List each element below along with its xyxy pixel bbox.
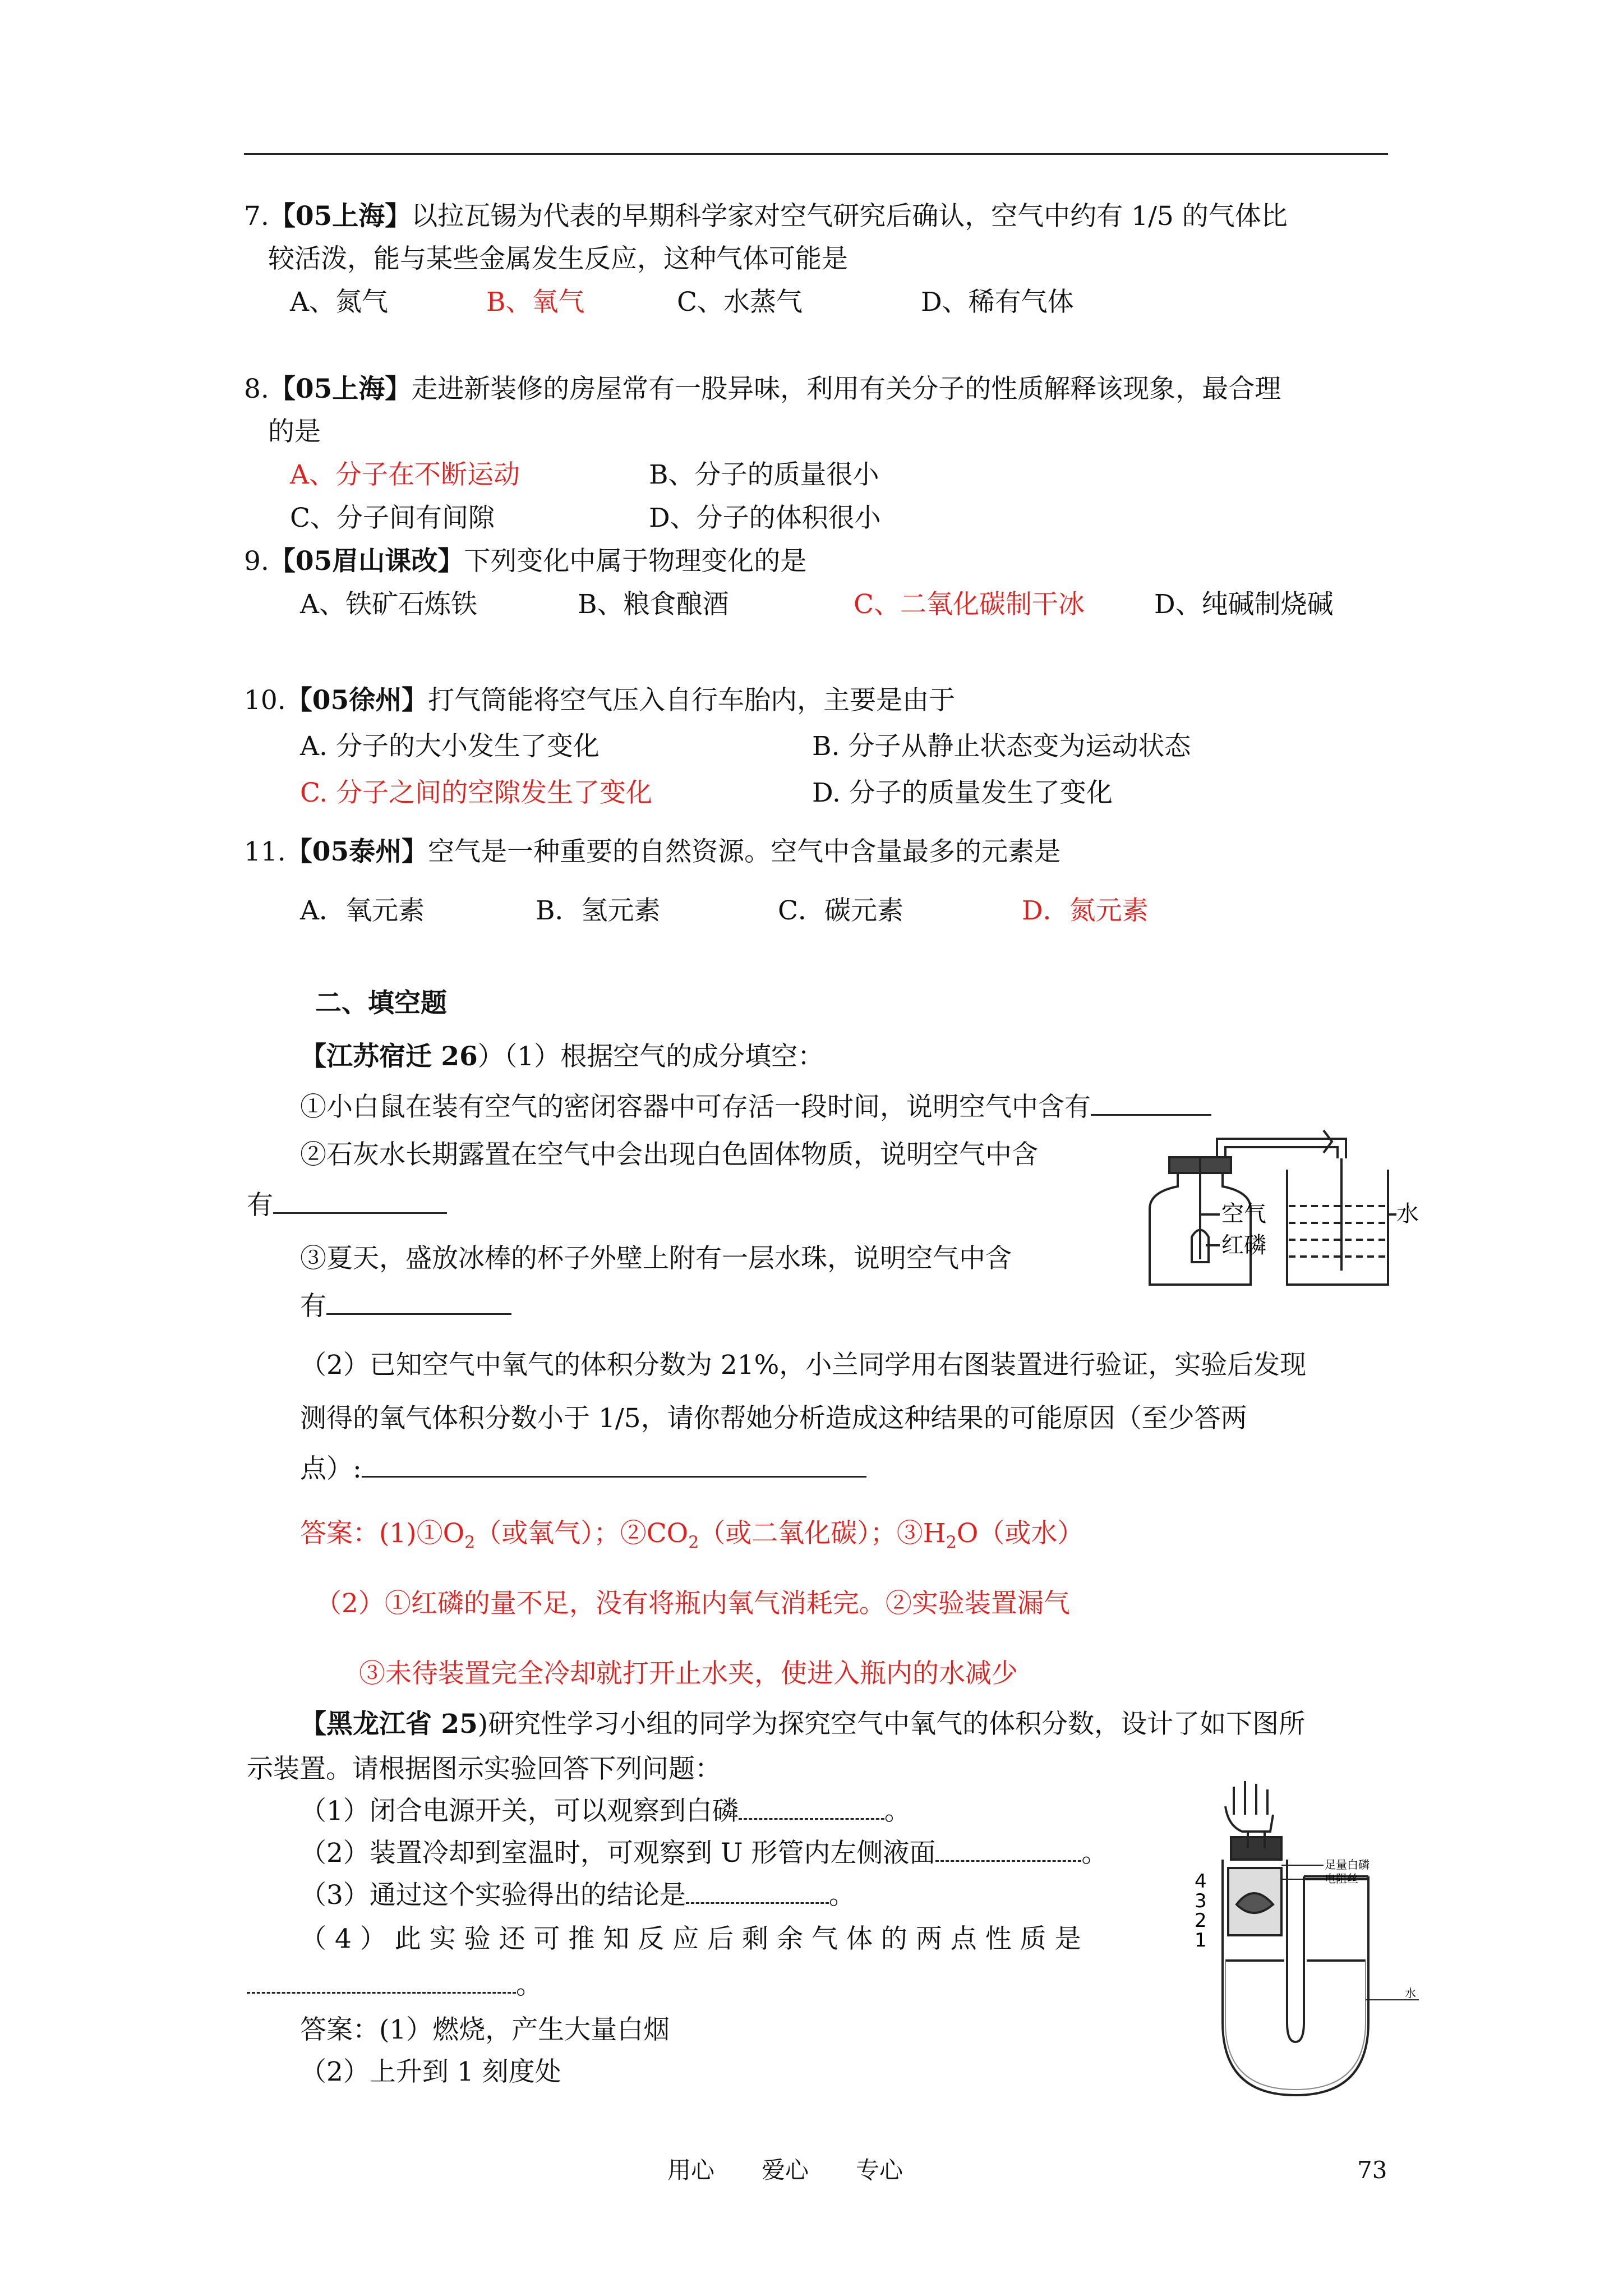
q7-line2: 较活泼，能与某些金属发生反应，这种气体可能是 bbox=[268, 243, 848, 274]
js-p2a: （2）已知空气中氧气的体积分数为 21%，小兰同学用右图装置进行验证，实验后发现 bbox=[300, 1350, 1307, 1381]
q8-line1: 8.【05上海】走进新装修的房屋常有一股异味，利用有关分子的性质解释该现象，最合理 bbox=[244, 374, 1281, 404]
page-number: 73 bbox=[1357, 2156, 1387, 2184]
figure-label-white-phosphorus: 足量白磷 bbox=[1325, 1858, 1370, 1871]
figure-label-water: 水 bbox=[1405, 1986, 1416, 2000]
js-s2b: 有 bbox=[247, 1189, 447, 1222]
js-s1: ①小白鼠在装有空气的密闭容器中可存活一段时间，说明空气中含有 bbox=[300, 1091, 1211, 1124]
q11-line1: 11.【05泰州】空气是一种重要的自然资源。空气中含量最多的元素是 bbox=[244, 836, 1061, 867]
red-phosphorus-apparatus-figure bbox=[1138, 1125, 1419, 1290]
js-s3b: 有 bbox=[300, 1290, 511, 1323]
q7-option-b[interactable]: B、氧气 bbox=[486, 287, 585, 318]
js-intro: 【江苏宿迁 26）（1）根据空气的成分填空： bbox=[300, 1041, 824, 1072]
q9-option-b[interactable]: B、粮食酿酒 bbox=[578, 589, 729, 620]
u-tube-apparatus-figure bbox=[1183, 1775, 1424, 2112]
q10-option-d[interactable]: D. 分子的质量发生了变化 bbox=[812, 777, 1113, 808]
q9-option-d[interactable]: D、纯碱制烧碱 bbox=[1154, 589, 1334, 620]
hlj-q3: （3）通过这个实验得出的结论是 。 bbox=[300, 1880, 855, 1911]
answer-blank[interactable] bbox=[1091, 1092, 1211, 1116]
q9-option-a[interactable]: A、铁矿石炼铁 bbox=[300, 589, 477, 620]
js-p2c: 点）: bbox=[300, 1453, 866, 1485]
js-s3a: ③夏天，盛放冰棒的杯子外壁上附有一层水珠，说明空气中含 bbox=[300, 1243, 1012, 1274]
scale-mark-3: 3 bbox=[1195, 1890, 1207, 1912]
scale-mark-2: 2 bbox=[1195, 1910, 1207, 1932]
figure-label-red-phosphorus: 红磷 bbox=[1221, 1232, 1266, 1258]
answer-blank[interactable] bbox=[935, 1838, 1081, 1862]
q8-option-c[interactable]: C、分子间有间隙 bbox=[290, 503, 495, 533]
hlj-answer-2: （2）上升到 1 刻度处 bbox=[300, 2056, 561, 2087]
section-title: 二、填空题 bbox=[315, 988, 447, 1019]
q10-line1: 10.【05徐州】打气筒能将空气压入自行车胎内，主要是由于 bbox=[244, 685, 956, 716]
figure-label-water: 水 bbox=[1396, 1201, 1419, 1227]
q7-option-a[interactable]: A、氮气 bbox=[290, 287, 388, 318]
answer-blank[interactable] bbox=[273, 1190, 447, 1214]
answer-blank[interactable] bbox=[247, 1970, 516, 1994]
q9-line1: 9.【05眉山课改】下列变化中属于物理变化的是 bbox=[244, 546, 807, 577]
hlj-q4-blank: 。 bbox=[247, 1969, 542, 2001]
scale-mark-4: 4 bbox=[1195, 1870, 1207, 1893]
q11-option-d[interactable]: D．氮元素 bbox=[1022, 895, 1149, 926]
hlj-q1: （1）闭合电源开关，可以观察到白磷 。 bbox=[300, 1796, 911, 1826]
answer-blank[interactable] bbox=[362, 1453, 866, 1478]
hlj-answer-1: 答案：(1）燃烧，产生大量白烟 bbox=[300, 2014, 670, 2045]
footer-motto: 用心 爱心 专心 bbox=[667, 2156, 903, 2184]
answer-blank[interactable] bbox=[739, 1796, 884, 1820]
q7-line1: 7.【05上海】以拉瓦锡为代表的早期科学家对空气研究后确认，空气中约有 1/5 的气体比 bbox=[244, 201, 1288, 232]
js-p2b: 测得的氧气体积分数小于 1/5，请你帮她分析造成这种结果的可能原因（至少答两 bbox=[300, 1403, 1247, 1434]
scale-mark-1: 1 bbox=[1195, 1929, 1207, 1952]
q10-option-c[interactable]: C. 分子之间的空隙发生了变化 bbox=[300, 777, 653, 808]
answer-blank[interactable] bbox=[326, 1291, 511, 1315]
answer-blank[interactable] bbox=[686, 1880, 829, 1904]
q7-option-d[interactable]: D、稀有气体 bbox=[921, 287, 1074, 318]
figure-label-resistance-wire: 电阻丝 bbox=[1325, 1872, 1358, 1885]
q8-line2: 的是 bbox=[268, 416, 321, 447]
q8-option-a[interactable]: A、分子在不断运动 bbox=[290, 459, 520, 490]
q8-option-d[interactable]: D、分子的体积很小 bbox=[649, 503, 881, 533]
q8-option-b[interactable]: B、分子的质量很小 bbox=[649, 459, 879, 490]
js-answer-1: 答案：$(1)①O_2$（或氧气）；$②CO_2$（或二氧化碳）；$③H_2O$（或水） bbox=[300, 1518, 1084, 1553]
q10-option-b[interactable]: B. 分子从静止状态变为运动状态 bbox=[812, 731, 1191, 762]
header-rule bbox=[244, 153, 1388, 155]
figure-label-air: 空气 bbox=[1221, 1201, 1266, 1227]
hlj-q2: （2）装置冷却到室温时，可观察到 U 形管内左侧液面 。 bbox=[300, 1838, 1108, 1869]
js-answer-3: ③未待装置完全冷却就打开止水夹，使进入瓶内的水减少 bbox=[359, 1658, 1018, 1689]
js-s2a: ②石灰水长期露置在空气中会出现白色固体物质，说明空气中含 bbox=[300, 1139, 1038, 1170]
hlj-line1: 【黑龙江省 25)研究性学习小组的同学为探究空气中氧气的体积分数，设计了如下图所 bbox=[300, 1709, 1306, 1740]
q9-option-c[interactable]: C、二氧化碳制干冰 bbox=[854, 589, 1085, 620]
hlj-line2: 示装置。请根据图示实验回答下列问题： bbox=[247, 1754, 721, 1784]
q11-option-c[interactable]: C．碳元素 bbox=[778, 895, 903, 926]
q10-option-a[interactable]: A. 分子的大小发生了变化 bbox=[300, 731, 600, 762]
hlj-q4: （ 4 ） 此 实 验 还 可 推 知 反 应 后 剩 余 气 体 的 两 点 性 质 是 bbox=[300, 1924, 1081, 1954]
q11-option-a[interactable]: A．氧元素 bbox=[300, 895, 425, 926]
js-answer-2: （2）①红磷的量不足，没有将瓶内氧气消耗完。②实验装置漏气 bbox=[315, 1588, 1070, 1619]
q7-option-c[interactable]: C、水蒸气 bbox=[677, 287, 803, 318]
q11-option-b[interactable]: B．氢元素 bbox=[536, 895, 661, 926]
